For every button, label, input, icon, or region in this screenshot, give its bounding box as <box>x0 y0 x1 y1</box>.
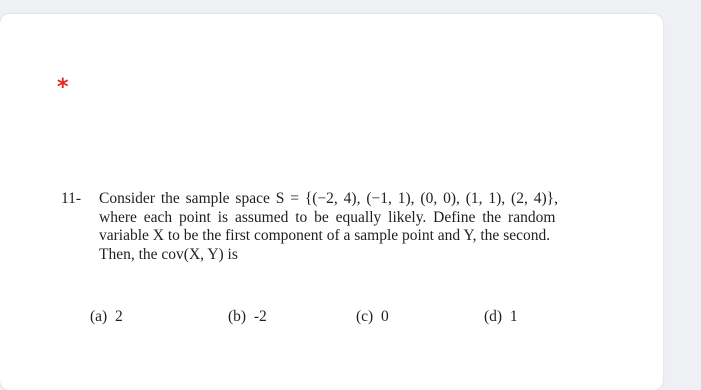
option-b-label: (b) <box>228 308 247 325</box>
question-line: variable X to be the first component of a sample point and Y, the second. <box>99 227 551 244</box>
option-d-label: (d) <box>484 308 503 325</box>
question-line: Consider the sample space S = {(−2, 4), (−1, 1), (0, 0), (1, 1), (2, 4)}, <box>99 190 558 207</box>
question-line: where each point is assumed to be equally likely. Define the random <box>99 208 556 226</box>
option-d[interactable] <box>484 308 518 326</box>
option-c-value: 0 <box>380 308 389 325</box>
option-b[interactable] <box>228 308 267 326</box>
question-number: 11- <box>61 190 82 207</box>
option-a[interactable] <box>90 308 123 326</box>
option-c[interactable] <box>356 308 389 326</box>
option-b-value: -2 <box>253 308 267 325</box>
option-a-label: (a) <box>90 308 108 325</box>
option-c-label: (c) <box>356 308 374 325</box>
required-marker: * <box>57 75 69 100</box>
question-line: Then, the cov(X, Y) is <box>99 245 238 263</box>
option-d-value: 1 <box>509 308 518 325</box>
option-a-value: 2 <box>114 308 123 325</box>
